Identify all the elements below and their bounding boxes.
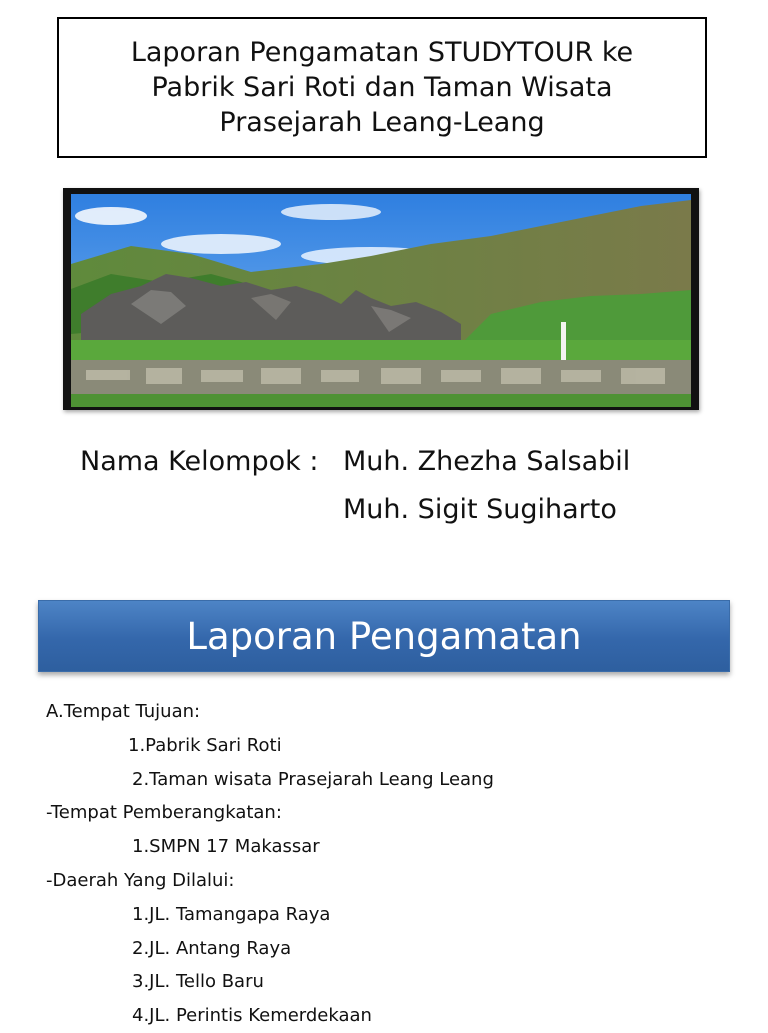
foreground-grass [71, 394, 691, 407]
list-item: 1.JL. Tamangapa Raya [132, 903, 331, 925]
list-item: 4.JL. Perintis Kemerdekaan [132, 1005, 372, 1027]
landscape-illustration [71, 194, 691, 407]
section-a-heading: A.Tempat Tujuan: [46, 701, 201, 722]
group-member: Muh. Sigit Sugiharto [343, 494, 617, 525]
group-member: Muh. Zhezha Salsabil [343, 446, 631, 477]
title-line-1: Laporan Pengamatan STUDYTOUR ke [130, 37, 634, 68]
departure-heading: -Tempat Pemberangkatan: [46, 802, 282, 824]
list-item: 1.Pabrik Sari Roti [128, 734, 282, 756]
title-box [57, 17, 707, 158]
section-banner [38, 600, 730, 672]
observation-notes [46, 695, 494, 1033]
list-item: 1.SMPN 17 Makassar [132, 836, 320, 858]
list-item: 2.JL. Antang Raya [132, 937, 292, 959]
route-heading: -Daerah Yang Dilalui: [46, 869, 235, 891]
leang-leang-photo [63, 188, 699, 410]
title-line-2: Pabrik Sari Roti dan Taman Wisata [151, 72, 613, 103]
list-item: 2.Taman wisata Prasejarah Leang Leang [132, 768, 494, 790]
list-item: 3.JL. Tello Baru [132, 971, 264, 993]
cloud [281, 204, 381, 220]
banner-title: Laporan Pengamatan [186, 614, 582, 658]
group-label: Nama Kelompok : [80, 446, 319, 477]
cloud [75, 207, 147, 225]
white-post [561, 322, 566, 360]
cloud [161, 234, 281, 254]
title-line-3: Prasejarah Leang-Leang [219, 107, 545, 138]
